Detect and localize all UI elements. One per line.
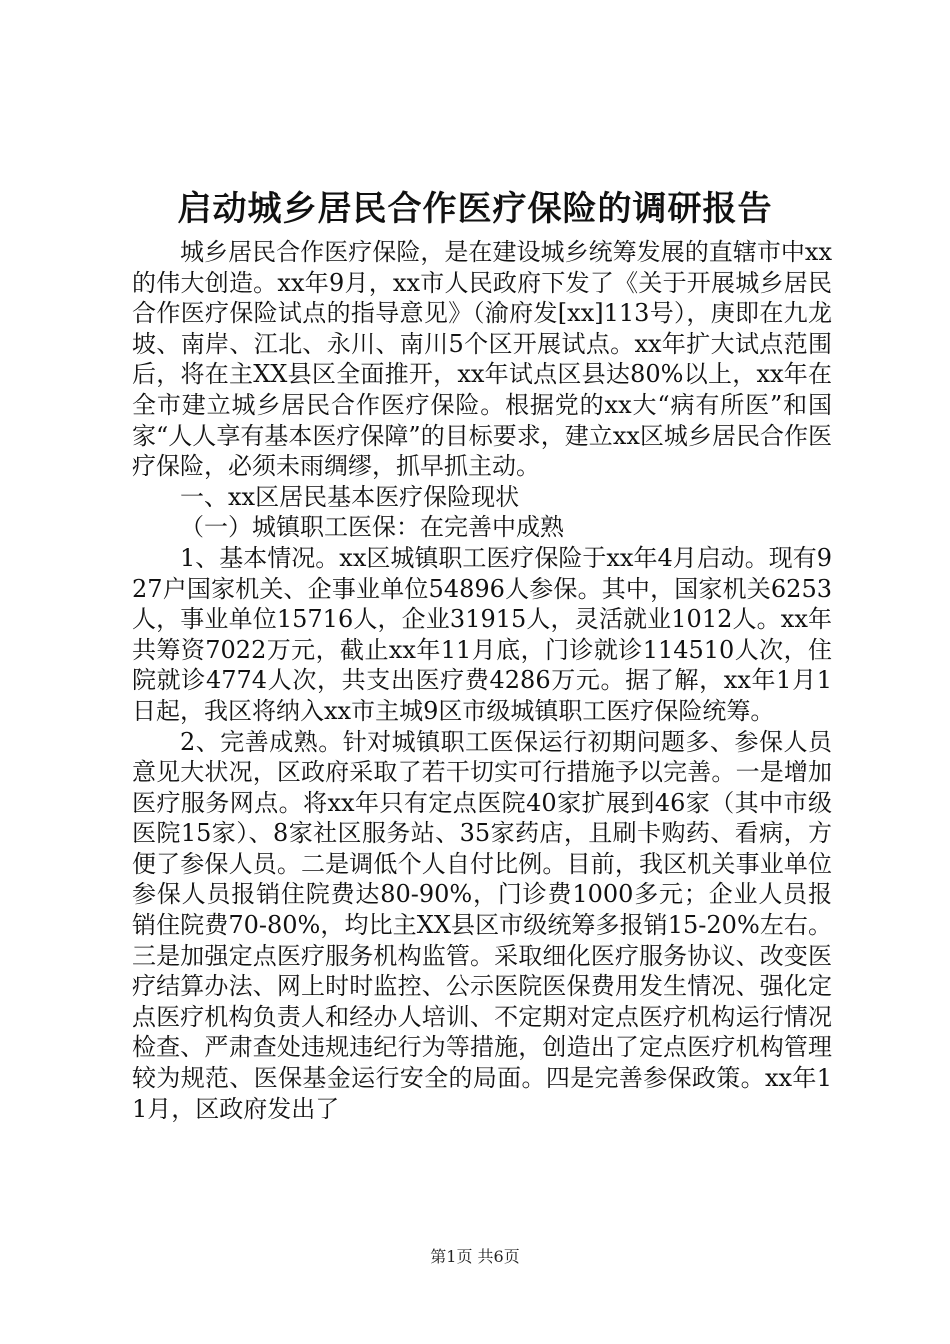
section-heading-1: 一、xx区居民基本医疗保险现状: [180, 482, 520, 511]
document-body: [132, 237, 832, 1124]
paragraph-intro: 城乡居民合作医疗保险，是在建设城乡统筹发展的直辖市中xx的伟大创造。xx年9月，xx市人民政府下发了《关于开展城乡居民合作医疗保险试点的指导意见》（渝府发[xx]113号），庚即在九龙坡、南岸、江北、永川、南川5个区开展试点。xx年扩大试点范围后，将在主XX县区全面推开，xx年试点区县达80%以上，xx年在全市建立城乡居民合作医疗保险。根据党的xx大“病有所医”和国家“人人享有基本医疗保障”的目标要求，建立xx区城乡居民合作医疗保险，必须未雨绸缪，抓早抓主动。: [132, 238, 832, 481]
subsection-heading-1: （一）城镇职工医保：在完善中成熟: [180, 513, 564, 542]
paragraph-improvement: 2、完善成熟。针对城镇职工医保运行初期问题多、参保人员意见大状况，区政府采取了若干切实可行措施予以完善。一是增加医疗服务网点。将xx年只有定点医院40家扩展到46家（其中市级医院15家）、8家社区服务站、35家药店，且刷卡购药、看病，方便了参保人员。二是调低个人自付比例。目前，我区机关事业单位参保人员报销住院费达80-90%，门诊费1000多元；企业人员报销住院费70-80%，均比主XX县区市级统筹多报销15-20%左右。三是加强定点医疗服务机构监管。采取细化医疗服务协议、改变医疗结算办法、网上时时监控、公示医院医保费用发生情况、强化定点医疗机构负责人和经办人培训、不定期对定点医疗机构运行情况检查、严肃查处违规违纪行为等措施，创造出了定点医疗机构管理较为规范、医保基金运行安全的局面。四是完善参保政策。xx年11月，区政府发出了: [132, 727, 832, 1123]
paragraph-basic-situation: 1、基本情况。xx区城镇职工医疗保险于xx年4月启动。现有927户国家机关、企事业单位54896人参保。其中，国家机关6253人，事业单位15716人，企业31915人，灵活就业1012人。xx年共筹资7022万元，截止xx年11月底，门诊就诊114510人次，住院就诊4774人次，共支出医疗费4286万元。据了解，xx年1月1日起，我区将纳入xx市主城9区市级城镇职工医疗保险统筹。: [132, 543, 832, 725]
document-title: 启动城乡居民合作医疗保险的调研报告: [177, 189, 773, 229]
page-footer: 第1页 共6页: [430, 1247, 520, 1266]
